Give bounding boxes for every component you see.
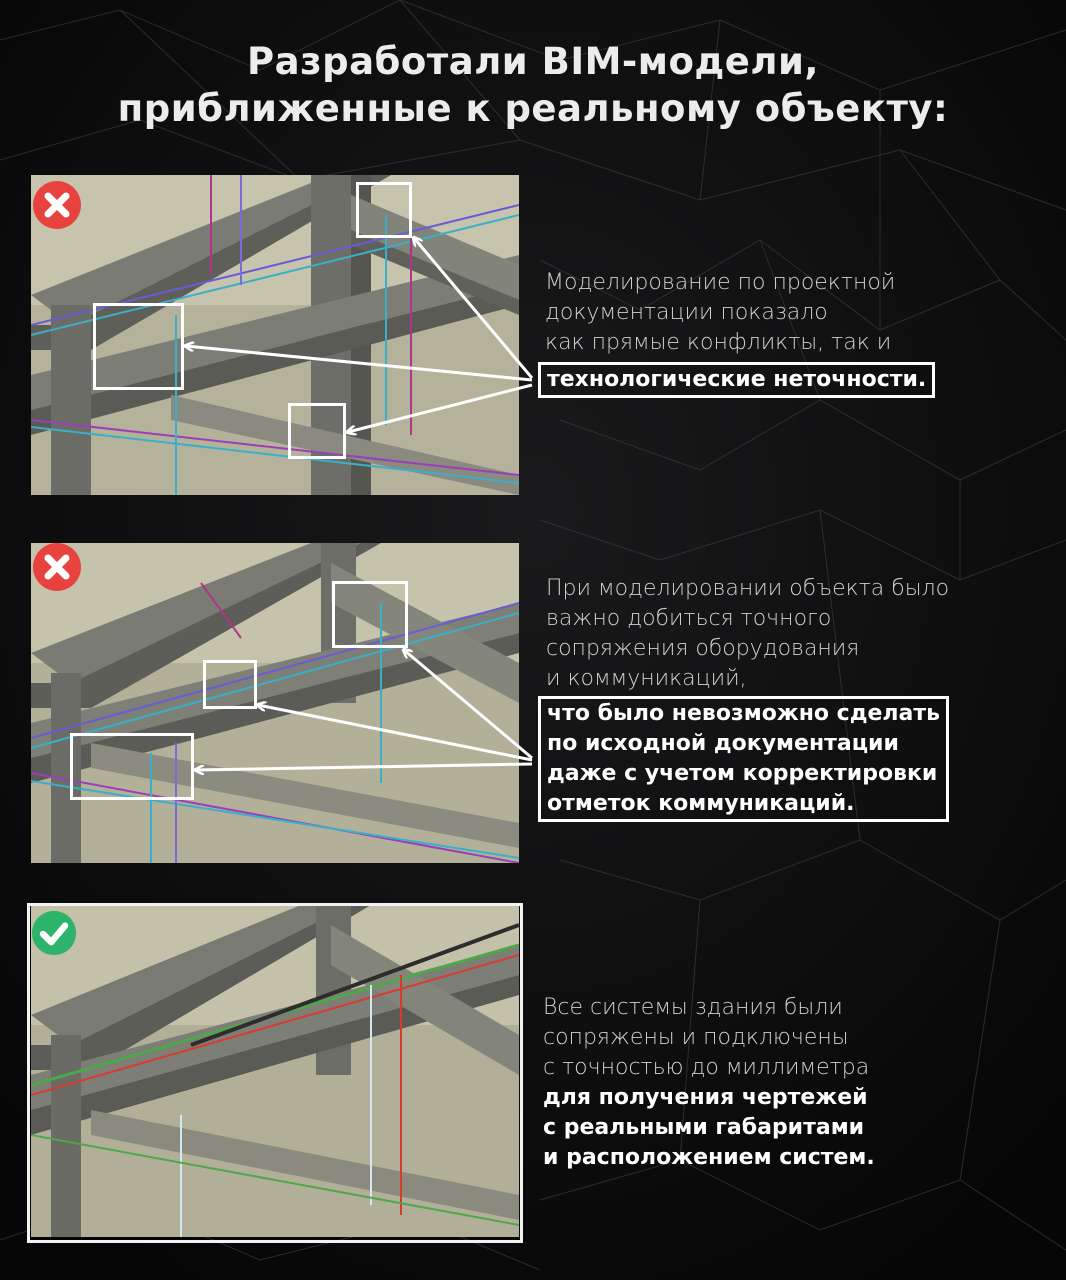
section-2-highlight-line: даже с учетом корректировки: [547, 761, 938, 786]
title-line-2: приближенные к реальному объекту:: [117, 87, 949, 130]
section-1-line: Моделирование по проектной: [545, 270, 896, 295]
conflict-highlight-box: [332, 581, 408, 648]
section-1-text: [545, 268, 895, 358]
section-1-line: документации показало: [545, 300, 828, 325]
section-3-bold-line: и расположением систем.: [543, 1145, 875, 1170]
section-1-highlight-line: технологические неточности.: [547, 367, 927, 392]
section-3-text: [543, 993, 875, 1173]
section-1-highlight: [538, 362, 935, 398]
section-2-line: и коммуникаций,: [546, 666, 747, 691]
conflict-highlight-box: [93, 303, 184, 390]
section-2-highlight: [538, 696, 949, 822]
bim-scene-2: [31, 543, 519, 863]
conflict-highlight-box: [356, 182, 412, 238]
conflict-highlight-box: [203, 660, 257, 709]
section-3-bold-line: с реальными габаритами: [543, 1115, 865, 1140]
section-2-highlight-line: по исходной документации: [547, 731, 899, 756]
conflict-highlight-box: [288, 403, 346, 459]
cross-circle-icon: [32, 542, 82, 592]
section-3-line: Все системы здания были: [543, 995, 843, 1020]
section-3-line: с точностью до миллиметра: [543, 1055, 870, 1080]
page-title: [0, 38, 1066, 132]
conflict-highlight-box: [70, 733, 194, 800]
section-1-line: как прямые конфликты, так и: [545, 330, 892, 355]
section-2-highlight-line: что было невозможно сделать: [547, 701, 941, 726]
section-2-text: [546, 574, 949, 694]
bim-image-2: [31, 543, 519, 863]
check-circle-icon: [31, 910, 77, 956]
cross-circle-icon: [32, 180, 82, 230]
section-3-bold-line: для получения чертежей: [543, 1085, 868, 1110]
section-2-line: сопряжения оборудования: [546, 636, 860, 661]
section-2-line: важно добиться точного: [546, 606, 832, 631]
success-image-frame: [27, 903, 523, 1243]
section-2-highlight-line: отметок коммуникаций.: [547, 791, 855, 816]
section-3-line: сопряжены и подключены: [543, 1025, 849, 1050]
title-line-1: Разработали BIM-модели,: [247, 40, 819, 83]
section-2-line: При моделировании объекта было: [546, 576, 950, 601]
